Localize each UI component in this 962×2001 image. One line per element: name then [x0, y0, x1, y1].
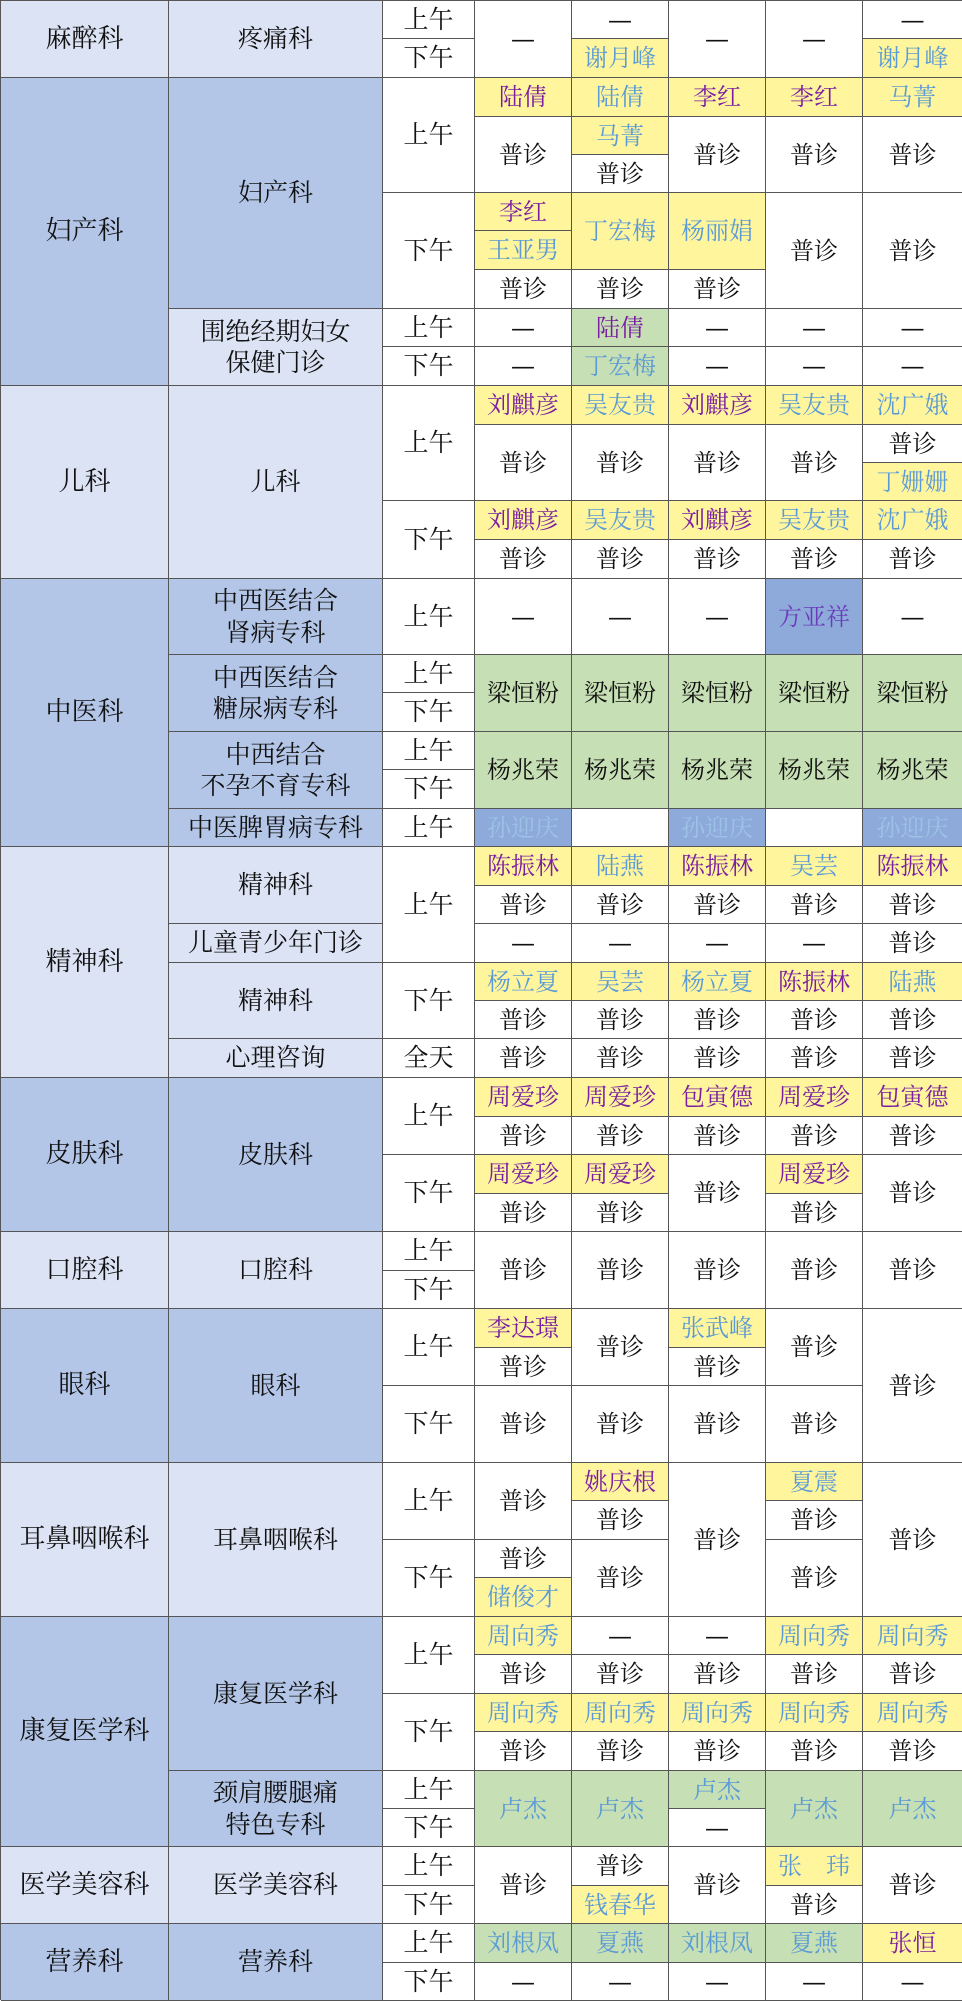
schedule-cell: 普诊 [669, 1732, 766, 1771]
schedule-cell: 普诊 [669, 1155, 766, 1232]
doctor-name: 刘根凤 [669, 1924, 766, 1963]
schedule-cell: — [669, 309, 766, 347]
schedule-cell: 普诊 [669, 1655, 766, 1694]
dept-ophthalmology: 眼科 [1, 1309, 169, 1463]
doctor-name: 梁恒粉 [572, 655, 669, 732]
schedule-cell: 普诊 [475, 1117, 572, 1155]
schedule-cell: 普诊 [475, 1463, 572, 1540]
schedule-cell: 普诊 [572, 1232, 669, 1309]
doctor-name: 陆燕 [572, 847, 669, 886]
schedule-cell: 普诊 [863, 1117, 962, 1155]
schedule-cell: 普诊 [863, 540, 962, 579]
schedule-cell: 普诊 [766, 1001, 863, 1039]
schedule-cell: 普诊 [475, 886, 572, 924]
doctor-name: 姚庆根 [572, 1463, 669, 1501]
schedule-cell: 普诊 [572, 1001, 669, 1039]
schedule-cell: 普诊 [863, 1732, 962, 1771]
doctor-name: 周向秀 [863, 1694, 962, 1732]
doctor-name: 陈振林 [863, 847, 962, 886]
doctor-name: 李红 [669, 78, 766, 117]
schedule-cell: — [863, 1963, 962, 2001]
dept-cosmetic: 医学美容科 [1, 1847, 169, 1924]
schedule-cell: — [669, 924, 766, 963]
sub-pain: 疼痛科 [169, 1, 383, 78]
schedule-cell: — [863, 1, 962, 39]
dept-dermatology: 皮肤科 [1, 1078, 169, 1232]
schedule-cell: 中西医结合 肾病专科 [169, 579, 383, 655]
doctor-name: 包寅德 [669, 1078, 766, 1117]
doctor-name: 吴友贵 [572, 501, 669, 540]
schedule-cell: — [766, 347, 863, 386]
doctor-name: 吴友贵 [572, 386, 669, 425]
schedule-cell: — [572, 924, 669, 963]
schedule-cell: 普诊 [766, 193, 863, 309]
doctor-name: 沈广娥 [863, 386, 962, 425]
schedule-cell: 普诊 [669, 270, 766, 309]
schedule-cell: 普诊 [572, 1194, 669, 1232]
schedule-cell: 普诊 [863, 924, 962, 963]
doctor-name: 丁姗姗 [863, 463, 962, 501]
schedule-cell: 上午 [383, 809, 475, 847]
schedule-cell: 上午 [383, 1309, 475, 1386]
schedule-cell: 普诊 [572, 1847, 669, 1886]
doctor-name: 杨兆荣 [766, 732, 863, 809]
schedule-cell: 上午 [383, 386, 475, 501]
schedule-cell: 普诊 [572, 1039, 669, 1078]
schedule-cell: 康复医学科 [169, 1617, 383, 1771]
doctor-name: 钱春华 [572, 1886, 669, 1924]
doctor-name: 吴友贵 [766, 386, 863, 425]
schedule-cell: 普诊 [766, 117, 863, 193]
schedule-cell: 下午 [383, 770, 475, 809]
schedule-cell: 普诊 [669, 1386, 766, 1463]
schedule-cell: — [863, 347, 962, 386]
schedule-cell: 精神科 [169, 963, 383, 1039]
doctor-name: 刘根凤 [475, 1924, 572, 1963]
schedule-cell: 普诊 [766, 1655, 863, 1694]
schedule-cell: 普诊 [572, 425, 669, 501]
schedule-cell: — [766, 1, 863, 78]
doctor-name: 周向秀 [766, 1694, 863, 1732]
schedule-cell: 普诊 [475, 270, 572, 309]
schedule-cell: — [863, 579, 962, 655]
schedule-cell: 心理咨询 [169, 1039, 383, 1078]
schedule-cell: 普诊 [863, 1155, 962, 1232]
doctor-name: 孙迎庆 [863, 809, 962, 847]
doctor-name: 周爱珍 [766, 1155, 863, 1194]
doctor-name: 周爱珍 [475, 1078, 572, 1117]
schedule-cell: 普诊 [669, 886, 766, 924]
doctor-name: 杨立夏 [475, 963, 572, 1001]
schedule-cell: — [572, 1617, 669, 1655]
schedule-cell: 普诊 [669, 1463, 766, 1617]
doctor-name: 梁恒粉 [669, 655, 766, 732]
schedule-cell: 普诊 [475, 1386, 572, 1463]
schedule-cell: 普诊 [475, 117, 572, 193]
schedule-cell: — [766, 1963, 863, 2001]
doctor-name: 储俊才 [475, 1578, 572, 1617]
schedule-cell: 全天 [383, 1039, 475, 1078]
schedule-cell: 普诊 [669, 425, 766, 501]
doctor-name: 周向秀 [766, 1617, 863, 1655]
doctor-name: 周向秀 [475, 1617, 572, 1655]
doctor-name: 陆倩 [475, 78, 572, 117]
schedule-cell: 普诊 [766, 1732, 863, 1771]
schedule-cell: 普诊 [475, 1232, 572, 1309]
doctor-name: 李红 [766, 78, 863, 117]
doctor-name: 梁恒粉 [863, 655, 962, 732]
schedule-cell: 普诊 [766, 1501, 863, 1540]
doctor-name: 刘麒彦 [669, 386, 766, 425]
schedule-cell: 普诊 [863, 1001, 962, 1039]
doctor-name: 卢杰 [669, 1771, 766, 1809]
schedule-cell: 下午 [383, 1155, 475, 1232]
sub-obgyn: 妇产科 [169, 78, 383, 309]
schedule-cell: — [766, 309, 863, 347]
schedule-cell: 下午 [383, 1963, 475, 2001]
doctor-name: 谢月峰 [863, 39, 962, 78]
doctor-name: 周向秀 [475, 1694, 572, 1732]
doctor-name: 夏燕 [572, 1924, 669, 1963]
doctor-name: 孙迎庆 [669, 809, 766, 847]
schedule-cell: — [475, 579, 572, 655]
dept-nutrition: 营养科 [1, 1924, 169, 2001]
doctor-name: 包寅德 [863, 1078, 962, 1117]
doctor-name: 梁恒粉 [766, 655, 863, 732]
schedule-cell: 普诊 [475, 1847, 572, 1924]
schedule-cell: 普诊 [766, 1117, 863, 1155]
doctor-name: 卢杰 [475, 1771, 572, 1847]
schedule-cell: 普诊 [572, 540, 669, 579]
schedule-cell: 下午 [383, 963, 475, 1039]
schedule-cell: — [669, 1617, 766, 1655]
schedule-cell: 普诊 [669, 1348, 766, 1386]
doctor-name: 吴芸 [766, 847, 863, 886]
schedule-cell: 普诊 [863, 1847, 962, 1924]
schedule-cell: 口腔科 [169, 1232, 383, 1309]
doctor-name: 夏震 [766, 1463, 863, 1501]
doctor-name: 马菁 [863, 78, 962, 117]
dept-pediatrics: 儿科 [1, 386, 169, 579]
schedule-cell: — [766, 924, 863, 963]
doctor-name: 陆倩 [572, 78, 669, 117]
doctor-name: 刘麒彦 [475, 501, 572, 540]
schedule-cell: 中医脾胃病专科 [169, 809, 383, 847]
schedule-cell: 普诊 [572, 155, 669, 193]
schedule-cell: 上午 [383, 1617, 475, 1694]
schedule-cell: 普诊 [475, 1039, 572, 1078]
schedule-cell: 上午 [383, 847, 475, 963]
doctor-name: 周向秀 [863, 1617, 962, 1655]
schedule-cell: — [475, 309, 572, 347]
doctor-name: 吴友贵 [766, 501, 863, 540]
schedule-cell: 普诊 [863, 425, 962, 463]
schedule-cell [766, 809, 863, 847]
schedule-cell: 普诊 [669, 117, 766, 193]
schedule-cell: — [475, 924, 572, 963]
schedule-cell: 颈肩腰腿痛 特色专科 [169, 1771, 383, 1847]
schedule-cell: 上午 [383, 1924, 475, 1963]
schedule-cell: — [669, 1963, 766, 2001]
schedule-cell: 普诊 [572, 886, 669, 924]
schedule-cell: 营养科 [169, 1924, 383, 2001]
schedule-cell: 普诊 [475, 425, 572, 501]
doctor-name: 梁恒粉 [475, 655, 572, 732]
doctor-name: 吴芸 [572, 963, 669, 1001]
schedule-cell: 上午 [383, 579, 475, 655]
doctor-name: 杨兆荣 [475, 732, 572, 809]
doctor-name: 谢月峰 [572, 39, 669, 78]
schedule-cell: 眼科 [169, 1309, 383, 1463]
schedule-cell: 普诊 [669, 1001, 766, 1039]
schedule-cell: — [572, 579, 669, 655]
doctor-name: 陈振林 [475, 847, 572, 886]
schedule-cell: — [669, 347, 766, 386]
doctor-name: 丁宏梅 [572, 347, 669, 386]
schedule-cell: — [572, 1963, 669, 2001]
doctor-name: 李达璟 [475, 1309, 572, 1348]
schedule-cell: 普诊 [863, 193, 962, 309]
schedule-cell: 下午 [383, 347, 475, 386]
schedule-cell: 普诊 [766, 540, 863, 579]
doctor-name: 周爱珍 [475, 1155, 572, 1194]
doctor-name: 杨立夏 [669, 963, 766, 1001]
sub-pediatrics: 儿科 [169, 386, 383, 579]
schedule-cell: 普诊 [766, 1886, 863, 1924]
schedule-cell: 普诊 [572, 1501, 669, 1540]
time-pm: 下午 [383, 193, 475, 309]
schedule-cell: — [669, 1809, 766, 1847]
doctor-name: 卢杰 [766, 1771, 863, 1847]
schedule-cell: 上午 [383, 1232, 475, 1271]
doctor-name: 方亚祥 [766, 579, 863, 655]
schedule-cell: 普诊 [863, 117, 962, 193]
schedule-cell: — [669, 579, 766, 655]
schedule-cell: 普诊 [766, 425, 863, 501]
schedule-cell: 上午 [383, 1463, 475, 1540]
slot-mon: — [475, 1, 572, 78]
schedule-cell: 下午 [383, 1809, 475, 1847]
doctor-name: 张武峰 [669, 1309, 766, 1348]
doctor-name: 卢杰 [572, 1771, 669, 1847]
schedule-cell: 普诊 [766, 1232, 863, 1309]
doctor-name: 杨兆荣 [863, 732, 962, 809]
schedule-cell: 医学美容科 [169, 1847, 383, 1924]
schedule-cell: 下午 [383, 693, 475, 732]
doctor-name: 周向秀 [572, 1694, 669, 1732]
schedule-cell: 普诊 [766, 1386, 863, 1463]
dept-anesthesia: 麻醉科 [1, 1, 169, 78]
schedule-cell: 普诊 [766, 886, 863, 924]
schedule-cell: 普诊 [572, 1309, 669, 1386]
schedule-cell: 普诊 [475, 540, 572, 579]
dept-tcm: 中医科 [1, 579, 169, 847]
dept-obgyn: 妇产科 [1, 78, 169, 386]
schedule-cell: 精神科 [169, 847, 383, 924]
schedule-cell: 上午 [383, 1078, 475, 1155]
schedule-cell: 普诊 [863, 1232, 962, 1309]
doctor-name: 杨丽娟 [669, 193, 766, 270]
schedule-cell: 中西医结合 糖尿病专科 [169, 655, 383, 732]
schedule-cell: 普诊 [475, 1732, 572, 1771]
schedule-cell: 普诊 [475, 1655, 572, 1694]
doctor-name: 李红 [475, 193, 572, 231]
dept-dental: 口腔科 [1, 1232, 169, 1309]
doctor-name: 刘麒彦 [669, 501, 766, 540]
schedule-cell: 下午 [383, 1540, 475, 1617]
doctor-name: 陆倩 [572, 309, 669, 347]
doctor-name: 杨兆荣 [572, 732, 669, 809]
schedule-cell: 普诊 [863, 886, 962, 924]
schedule-cell: 普诊 [475, 1194, 572, 1232]
dept-ent: 耳鼻咽喉科 [1, 1463, 169, 1617]
schedule-cell: 普诊 [572, 1655, 669, 1694]
schedule-cell: 上午 [383, 1771, 475, 1809]
schedule-cell: 耳鼻咽喉科 [169, 1463, 383, 1617]
schedule-cell: 普诊 [669, 1232, 766, 1309]
schedule-cell: 普诊 [863, 1655, 962, 1694]
schedule-cell: 普诊 [572, 270, 669, 309]
schedule-cell: 儿童青少年门诊 [169, 924, 383, 963]
schedule-cell: 下午 [383, 1386, 475, 1463]
schedule-cell: 皮肤科 [169, 1078, 383, 1232]
schedule-cell: 普诊 [572, 1386, 669, 1463]
schedule-cell: 上午 [383, 732, 475, 770]
doctor-name: 卢杰 [863, 1771, 962, 1847]
schedule-cell: 普诊 [572, 1540, 669, 1617]
schedule-cell: 普诊 [766, 1039, 863, 1078]
schedule-cell: 普诊 [669, 1039, 766, 1078]
schedule-cell: 普诊 [766, 1194, 863, 1232]
doctor-name: 沈广娥 [863, 501, 962, 540]
schedule-cell: 普诊 [766, 1309, 863, 1386]
doctor-name: 张恒 [863, 1924, 962, 1963]
time-am: 上午 [383, 78, 475, 193]
schedule-cell: 普诊 [863, 1309, 962, 1463]
schedule-cell: — [572, 1, 669, 39]
doctor-name: 杨兆荣 [669, 732, 766, 809]
doctor-name: 周爱珍 [766, 1078, 863, 1117]
doctor-name: 王亚男 [475, 231, 572, 270]
schedule-cell: 中西结合 不孕不育专科 [169, 732, 383, 809]
schedule-cell: 上午 [383, 1847, 475, 1886]
schedule-cell: 普诊 [475, 1001, 572, 1039]
time-am: 上午 [383, 1, 475, 39]
time-pm: 下午 [383, 39, 475, 78]
schedule-cell: 普诊 [572, 1732, 669, 1771]
doctor-name: 陈振林 [669, 847, 766, 886]
doctor-name: 周爱珍 [572, 1155, 669, 1194]
schedule-cell: 普诊 [572, 1117, 669, 1155]
schedule-cell: 下午 [383, 1271, 475, 1309]
doctor-name: 陈振林 [766, 963, 863, 1001]
sub-menopause: 围绝经期妇女 保健门诊 [169, 309, 383, 386]
schedule-cell: 普诊 [475, 1540, 572, 1578]
schedule-cell: 下午 [383, 501, 475, 579]
schedule-cell: — [475, 1963, 572, 2001]
schedule-cell: — [669, 1, 766, 78]
schedule-cell: 上午 [383, 309, 475, 347]
doctor-name: 周爱珍 [572, 1078, 669, 1117]
doctor-name: 周向秀 [669, 1694, 766, 1732]
doctor-name: 刘麒彦 [475, 386, 572, 425]
doctor-name: 孙迎庆 [475, 809, 572, 847]
schedule-cell: 普诊 [669, 1847, 766, 1924]
dept-rehab: 康复医学科 [1, 1617, 169, 1847]
schedule-cell: 下午 [383, 1694, 475, 1771]
schedule-cell: 普诊 [669, 540, 766, 579]
dept-psychiatry: 精神科 [1, 847, 169, 1078]
schedule-cell: 普诊 [669, 1117, 766, 1155]
schedule-cell: 上午 [383, 655, 475, 693]
schedule-cell: 普诊 [863, 1039, 962, 1078]
schedule-cell: 普诊 [766, 1540, 863, 1617]
schedule-cell: 下午 [383, 1886, 475, 1924]
schedule-cell [572, 809, 669, 847]
doctor-name: 张 玮 [766, 1847, 863, 1886]
doctor-name: 陆燕 [863, 963, 962, 1001]
doctor-name: 丁宏梅 [572, 193, 669, 270]
schedule-cell: 普诊 [475, 1348, 572, 1386]
doctor-name: 夏燕 [766, 1924, 863, 1963]
schedule-cell: — [475, 347, 572, 386]
schedule-cell: 普诊 [863, 1463, 962, 1617]
schedule-cell: — [863, 309, 962, 347]
doctor-name: 马菁 [572, 117, 669, 155]
